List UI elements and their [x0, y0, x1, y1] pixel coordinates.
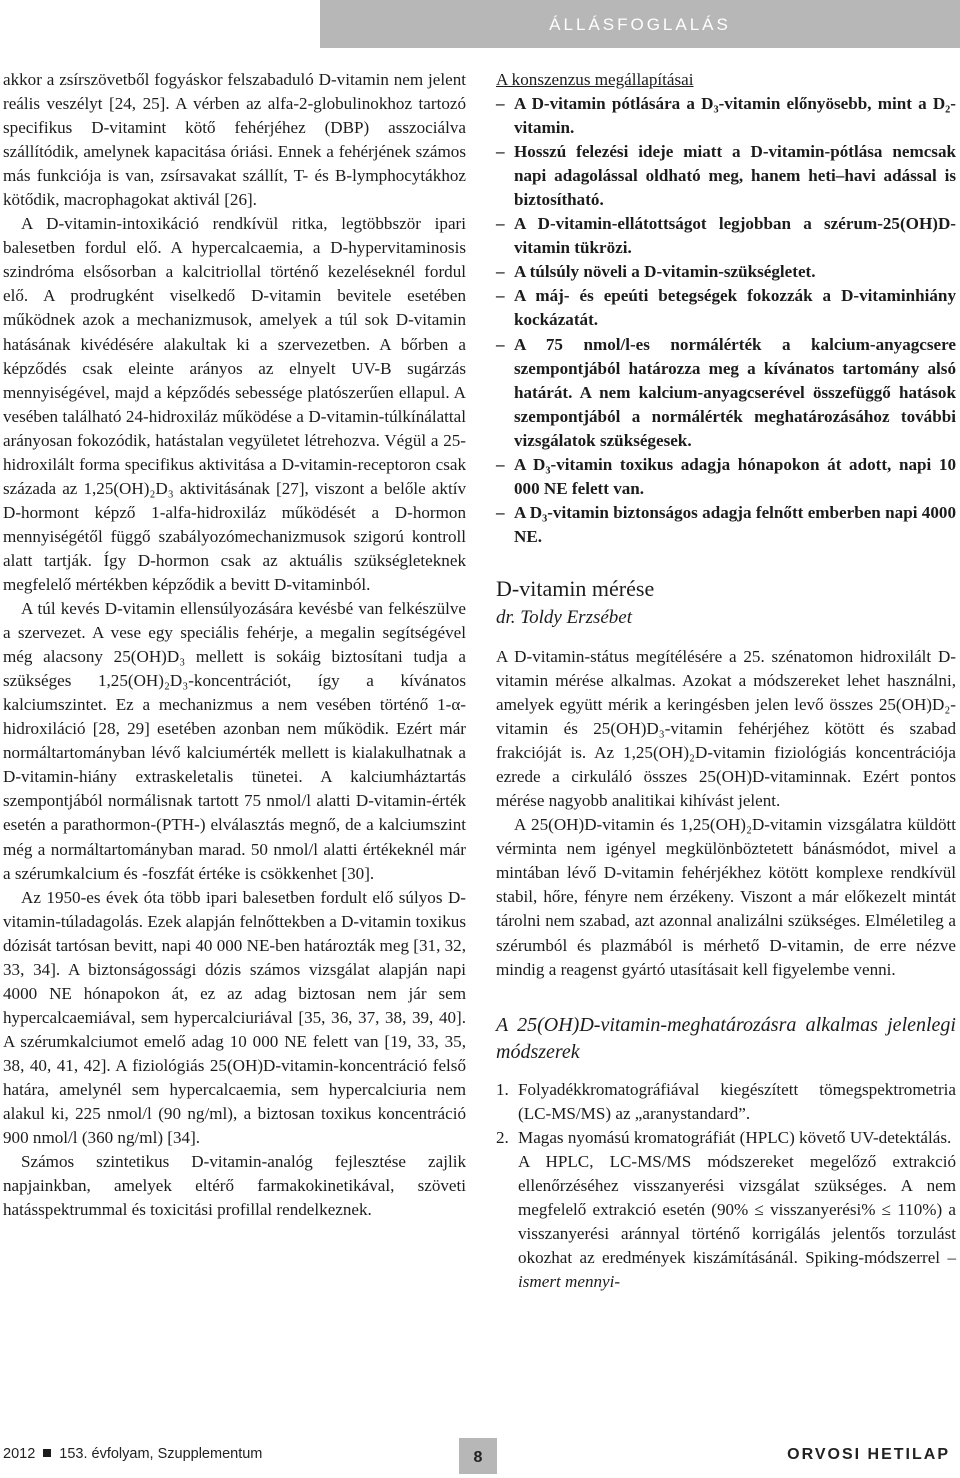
left-paragraph-1: akkor a zsírszövetből fogyáskor felszabaduló D-vitamin nem jelent reális veszélyt [24, 25]. A vérben az alfa-2-globulinokhoz tartozó specifikus D-vitamint kötő fehérjéhez (DBP) asszociálva szállítódik, amelynek kapacitása óriási. Ennek a fehérjének számos más funkciója is van, zsírsavakat szállít, T- és B-lymphocytákhoz kötődik, macrophagokat aktivál [26].	[3, 70, 466, 210]
consensus-item: – A D₃-vitamin toxikus adagja hónapokon át adott, napi 10 000 NE felett van.	[496, 454, 956, 498]
right-paragraph-1: A D-vitamin-státus megítélésére a 25. szénatomon hidroxilált D-vitamin mérése alkalmas. Azokat a módszereket lehet használni, amelyek együtt mérik a keringésben jelen levő összes 25(OH)D₂-vitamin és 25(OH)D₃-vitamin fehérjéhez kötött és szabad frakcióját is. Az 1,25(OH)₂D-vitamin fiziológiás koncentrációja ezrede a cirkuláló összes 25(OH)D-vitaminnak. Ezért pontos mérése nagyobb analitikai kihívást jelent.	[496, 646, 956, 811]
consensus-item: – A máj- és epeúti betegségek fokozzák a D-vitaminhiány kockázatát.	[496, 286, 956, 330]
consensus-item: – A D-vitamin-ellátottságot legjobban a szérum-25(OH)D-vitamin tükrözi.	[496, 214, 956, 258]
consensus-heading: A konszenzus megállapításai	[496, 70, 694, 89]
left-paragraph-5: Számos szintetikus D-vitamin-analóg fejlesztése zajlik napjainkban, amelyek eltérő farmakokinetikával, szöveti hatásspektrummal és toxicitási profillal rendelkeznek.	[3, 1152, 466, 1220]
left-paragraph-3: A túl kevés D-vitamin ellensúlyozására kevésbé van felkészülve a szervezet. A vese egy speciális fehérje, a megalin segítségével még alacsony 25(OH)D₃ mellett is sokáig biztosítani tudja a szükséges 1,25(OH)₂D₃-koncentrációt, így a kívánatos kalciumszintet. Ez a mechanizmus a nem vesében történő 1-α-hidroxiláció [28, 29] esetében azonban nem működik. Ezért már normáltartományban lévő kalciumérték mellett is kialakulhatnak a D-vitamin-hiány extraskeletalis tünetei. A kalciumháztartás szempontjából normálisnak tartott 75 nmol/l alatti D-vitamin-érték esetén a parathormon-(PTH-) elválasztás megnő, de a kalciumszint még a normáltartományban marad. 50 nmol/l alatti értékeknél már a szérumkalcium és -foszfát értéke is csökkenhet [30].	[3, 599, 466, 883]
square-bullet-icon	[43, 1449, 51, 1457]
consensus-list	[496, 92, 956, 549]
consensus-item: – A D-vitamin pótlására a D₃-vitamin előnyösebb, mint a D₂-vitamin.	[496, 94, 956, 138]
header-blank-area	[0, 0, 320, 48]
page-footer	[0, 1438, 960, 1474]
footer-volume: 153. évfolyam, Szupplementum	[59, 1446, 263, 1462]
left-column	[3, 68, 466, 1222]
footer-year: 2012	[3, 1446, 36, 1462]
right-paragraph-2: A 25(OH)D-vitamin és 1,25(OH)₂D-vitamin vizsgálatra küldött vérminta nem igényel megkülönböztetett bánásmódot, mivel a mintában lévő D-vitamin fehérjékhez kötött komplexe rendkívül stabil, hőre, fényre nem érzékeny. Viszont a már előkezelt mintát tárolni nem szabad, azt azonnal analizálni szükséges. Elméletileg a szérumból és plazmából is mérhető D-vitamin, de erre nézve mindig a reagenst gyártó utasításait kell figyelembe venni.	[496, 815, 956, 979]
method-item: 2. Magas nyomású kromatográfiát (HPLC) követő UV-detektálás. A HPLC, LC-MS/MS módszereket megelőző extrakció ellenőrzéséhez visszanyerési vizsgálat szükséges. A nem megfelelő extrakció esetén (90% ≤ visszanyerési% ≤ 110%) a visszanyerési aránnyal történő korrigálás jelentős torzulást okozhat az eredmények kiszámításánál. Spiking-módszerrel – ismert mennyi-	[496, 1126, 956, 1294]
section-title: D-vitamin mérése	[496, 575, 655, 601]
page-header	[0, 0, 960, 48]
methods-list	[496, 1078, 956, 1294]
section-label: ÁLLÁSFOGLALÁS	[320, 0, 960, 48]
consensus-item: – A 75 nmol/l-es normálérték a kalcium-anyagcsere szempontjából határozza meg a kívánatos tartomány alsó határát. A nem kalcium-anyagcserével összefüggő hatások szempontjából a normálérték meghatározásához további vizsgálatok szükségesek.	[496, 334, 956, 450]
methods-note: A HPLC, LC-MS/MS módszereket megelőző extrakció ellenőrzéséhez visszanyerési vizsgálat szükséges. A nem megfelelő extrakció esetén (90% ≤ visszanyerési% ≤ 110%) a visszanyerési aránnyal történő korrigálás jelentős torzulást okozhat az eredmények kiszámításánál. Spiking-módszerrel – ismert mennyi-	[518, 1151, 956, 1291]
left-paragraph-2: A D-vitamin-intoxikáció rendkívül ritka, legtöbbször ipari balesetben fordul elő. A hypercalcaemia, a D-hypervitaminosis szindróma elsősorban a kalcitriollal történő kezeléseknél fordul elő. A prodrugként viselkedő D-vitamin bevitele esetében működnek azok a mechanizmusok, amelyek a túl sok D-vitamin hatásának kivédésére alakultak ki a szervezetben. A bőrben a képződés csak eleinte arányos az elnyelt UV-B sugárzás mennyiségével, majd a képződés sebessége platószerűen ellapul. A vesében található 24-hidroxiláz működése a D-vitamin-túlkínálattal arányosan fokozódik, hatástalan vegyületet létrehozva. Végül a 25-hidroxilált forma specifikus aktivitása a D-vitamin-receptoron csak százada az 1,25(OH)₂D₃ aktivitásának [27], viszont a belőle aktív D-hormont képző 1-alfa-hidroxiláz működését a D-hormon mennyiségétől függő szabályozómechanizmusok szigorú kontroll alatt tartják. Így D-hormon csak az aktuális szükségleteknek megfelelő mértékben képződik a bevitt D-vitaminból.	[3, 214, 466, 594]
page-number: 8	[459, 1438, 497, 1474]
consensus-item: – A D₃-vitamin biztonságos adagja felnőtt emberben napi 4000 NE.	[496, 502, 956, 546]
consensus-item: – A túlsúly növeli a D-vitamin-szükségletet.	[496, 262, 816, 282]
method-item: 1. Folyadékkromatográfiával kiegészített tömegspektrometria (LC-MS/MS) az „aranystandard”.	[496, 1079, 956, 1123]
footer-issue-info	[3, 1446, 262, 1462]
journal-name: ORVOSI HETILAP	[787, 1446, 950, 1463]
section-author: dr. Toldy Erzsébet	[496, 606, 633, 628]
consensus-item: – Hosszú felezési ideje miatt a D-vitamin-pótlása nemcsak napi adagolással oldható meg, hanem heti–havi adással is biztosítható.	[496, 142, 956, 210]
left-paragraph-4: Az 1950-es évek óta több ipari balesetben fordult elő súlyos D-vitamin-túladagolás. Ezek alapján felnőttekben a D-vitamin toxikus dózisát tartósan bevitt, napi 40 000 NE-ben határozták meg [31, 32, 33, 34]. A biztonságossági dózis számos vizsgálat alapján napi 4000 NE hónapokon át, ez az adag biztosan nem jár sem hypercalcaemiával, sem hypercalciuriával [35, 36, 37, 38, 39, 40]. A szérumkalciumot emelő adag 10 000 NE felett van [19, 33, 35, 38, 40, 41, 42]. A fiziológiás 25(OH)D-vitamin-koncentráció felső határa, amelynél sem hypercalcaemia, sem hypercalciuria nem alakul ki, 225 nmol/l (90 ng/ml), a biztosan toxikus koncentráció 900 nmol/l (360 ng/ml) [34].	[3, 887, 466, 1148]
right-column	[496, 68, 956, 1294]
subsection-title: A 25(OH)D-vitamin-meghatározásra alkalmas jelenlegi módszerek	[496, 1013, 956, 1063]
